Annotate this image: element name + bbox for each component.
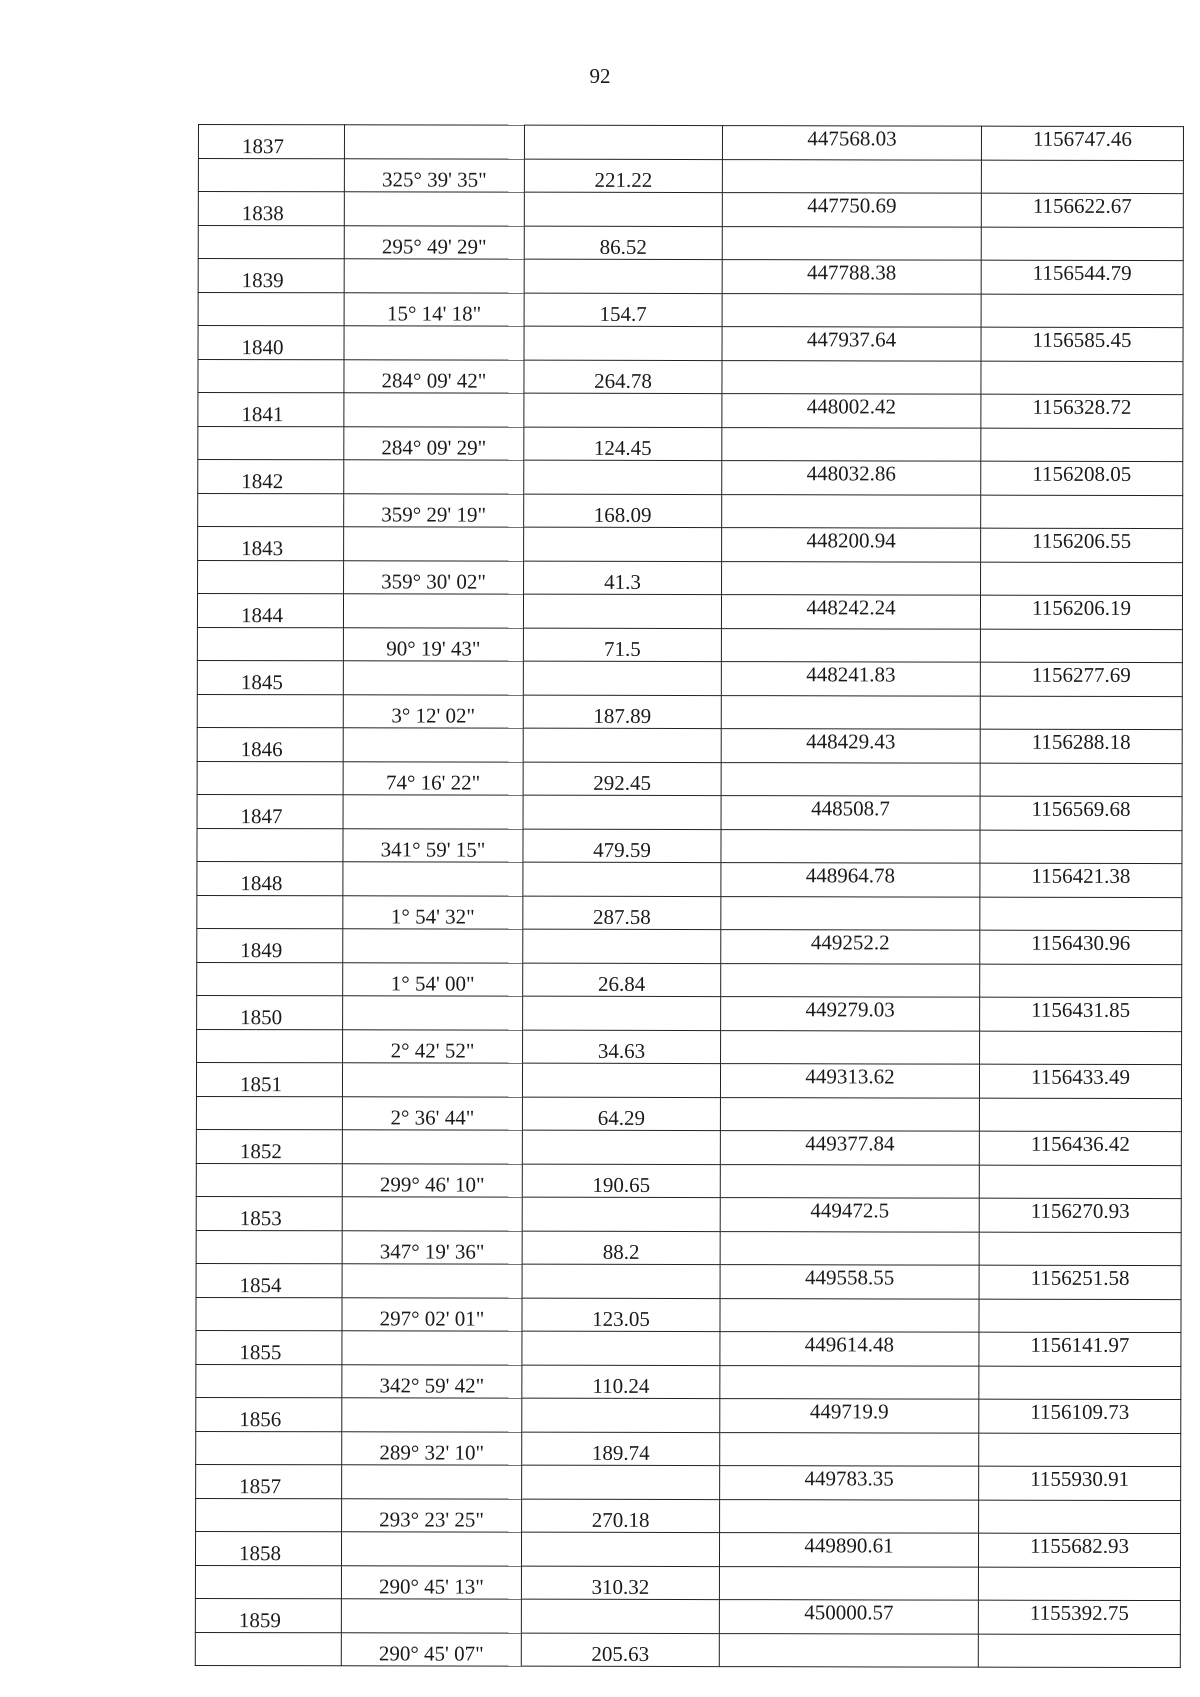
- bearing-cell: [343, 862, 523, 896]
- northing-cell: 449614.48: [720, 1332, 979, 1366]
- distance-cell: 124.45: [524, 427, 722, 461]
- northing-cell: [721, 695, 980, 729]
- easting-cell: [979, 1500, 1181, 1534]
- northing-cell: 449890.61: [719, 1533, 978, 1567]
- distance-cell: [522, 1197, 720, 1231]
- bearing-cell: 284° 09' 29": [344, 426, 524, 460]
- northing-cell: 448429.43: [721, 729, 980, 763]
- distance-cell: 190.65: [522, 1164, 720, 1198]
- easting-cell: 1156431.85: [980, 997, 1182, 1031]
- easting-cell: 1156251.58: [979, 1265, 1181, 1299]
- bearing-cell: 2° 42' 52": [343, 1029, 523, 1063]
- bearing-cell: 284° 09' 42": [344, 359, 524, 393]
- northing-cell: 448241.83: [721, 662, 980, 696]
- table-row: [195, 1531, 1180, 1567]
- distance-cell: 264.78: [524, 360, 722, 394]
- distance-cell: 41.3: [524, 561, 722, 595]
- station-cell: [197, 1029, 343, 1063]
- station-cell: 1846: [197, 727, 343, 761]
- table-row: [197, 861, 1182, 897]
- station-cell: [197, 761, 343, 795]
- table-row: [196, 1431, 1181, 1467]
- distance-cell: [524, 527, 722, 561]
- northing-cell: [721, 829, 980, 863]
- table-row: [197, 828, 1182, 864]
- distance-cell: 168.09: [524, 494, 722, 528]
- distance-cell: 292.45: [523, 762, 721, 796]
- station-cell: [198, 359, 344, 393]
- northing-cell: [720, 1097, 979, 1131]
- bearing-cell: 289° 32' 10": [342, 1431, 522, 1465]
- station-cell: [196, 1096, 342, 1130]
- bearing-cell: 359° 30' 02": [344, 560, 524, 594]
- distance-cell: [523, 795, 721, 829]
- northing-cell: [722, 360, 981, 394]
- station-cell: 1839: [198, 259, 344, 293]
- easting-cell: [979, 1232, 1181, 1266]
- northing-cell: 448002.42: [722, 394, 981, 428]
- table-row: [196, 1230, 1181, 1266]
- easting-cell: 1156747.46: [981, 126, 1183, 160]
- bearing-cell: [341, 1532, 521, 1566]
- station-cell: [195, 1632, 341, 1666]
- easting-cell: [979, 1165, 1181, 1199]
- distance-cell: 64.29: [522, 1097, 720, 1131]
- station-cell: 1838: [198, 192, 344, 226]
- northing-cell: [721, 963, 980, 997]
- table-row: [198, 426, 1183, 462]
- table-row: [196, 1062, 1181, 1098]
- distance-cell: 310.32: [521, 1566, 719, 1600]
- table-row: [197, 694, 1182, 730]
- table-row: [197, 761, 1182, 797]
- bearing-cell: [343, 929, 523, 963]
- station-cell: 1842: [198, 460, 344, 494]
- easting-cell: [981, 495, 1183, 529]
- station-cell: [196, 1498, 342, 1532]
- table-row: [198, 158, 1183, 194]
- bearing-cell: 341° 59' 15": [343, 828, 523, 862]
- table-row: [198, 560, 1183, 596]
- northing-cell: 449472.5: [720, 1198, 979, 1232]
- northing-cell: 448200.94: [722, 528, 981, 562]
- bearing-cell: 290° 45' 13": [341, 1565, 521, 1599]
- easting-cell: [978, 1567, 1180, 1601]
- easting-cell: [980, 964, 1182, 998]
- distance-cell: 86.52: [524, 226, 722, 260]
- table-row: [196, 1196, 1181, 1232]
- station-cell: [198, 292, 344, 326]
- station-cell: [198, 158, 344, 192]
- easting-cell: [980, 830, 1182, 864]
- easting-cell: [981, 294, 1183, 328]
- easting-cell: [979, 1366, 1181, 1400]
- distance-cell: [522, 1331, 720, 1365]
- station-cell: [197, 895, 343, 929]
- easting-cell: [981, 227, 1183, 261]
- table-row: [198, 225, 1183, 261]
- northing-cell: [720, 1298, 979, 1332]
- distance-cell: [524, 192, 722, 226]
- table-row: [197, 594, 1182, 630]
- bearing-cell: 347° 19' 36": [342, 1230, 522, 1264]
- easting-cell: 1155930.91: [979, 1466, 1181, 1500]
- table-row: [198, 393, 1183, 429]
- easting-cell: 1155682.93: [978, 1533, 1180, 1567]
- easting-cell: 1155392.75: [978, 1600, 1180, 1634]
- distance-cell: 189.74: [522, 1432, 720, 1466]
- bearing-cell: [342, 1264, 522, 1298]
- bearing-cell: [344, 460, 524, 494]
- table-row: [198, 192, 1183, 228]
- northing-cell: [722, 293, 981, 327]
- distance-cell: [523, 862, 721, 896]
- northing-cell: [719, 1566, 978, 1600]
- northing-cell: [720, 1432, 979, 1466]
- distance-cell: [521, 1532, 719, 1566]
- northing-cell: [720, 1164, 979, 1198]
- station-cell: [197, 627, 343, 661]
- distance-cell: [522, 1130, 720, 1164]
- northing-cell: 448964.78: [721, 863, 980, 897]
- table-row: [198, 493, 1183, 529]
- table-row: [196, 1498, 1181, 1534]
- northing-cell: 449783.35: [720, 1466, 979, 1500]
- northing-cell: [722, 494, 981, 528]
- distance-cell: [522, 1264, 720, 1298]
- distance-cell: [522, 1465, 720, 1499]
- easting-cell: [980, 629, 1182, 663]
- northing-cell: [722, 427, 981, 461]
- table-row: [197, 1029, 1182, 1065]
- station-cell: [196, 1431, 342, 1465]
- northing-cell: 447750.69: [722, 193, 981, 227]
- easting-cell: 1156206.55: [981, 528, 1183, 562]
- bearing-cell: 297° 02' 01": [342, 1297, 522, 1331]
- northing-cell: [719, 1633, 978, 1667]
- easting-cell: 1156288.18: [980, 729, 1182, 763]
- easting-cell: [981, 562, 1183, 596]
- station-cell: [198, 493, 344, 527]
- northing-cell: [721, 762, 980, 796]
- easting-cell: 1156277.69: [980, 662, 1182, 696]
- easting-cell: [981, 361, 1183, 395]
- bearing-cell: [342, 1197, 522, 1231]
- distance-cell: [523, 728, 721, 762]
- table-row: [197, 995, 1182, 1031]
- easting-cell: 1156270.93: [979, 1198, 1181, 1232]
- distance-cell: [521, 1599, 719, 1633]
- northing-cell: [722, 226, 981, 260]
- distance-cell: 287.58: [523, 896, 721, 930]
- easting-cell: 1156141.97: [979, 1332, 1181, 1366]
- easting-cell: 1156569.68: [980, 796, 1182, 830]
- bearing-cell: [342, 1398, 522, 1432]
- distance-cell: [523, 661, 721, 695]
- northing-cell: 449558.55: [720, 1265, 979, 1299]
- northing-cell: 449313.62: [720, 1064, 979, 1098]
- easting-cell: [979, 1098, 1181, 1132]
- table-row: [195, 1598, 1180, 1634]
- distance-cell: [524, 326, 722, 360]
- northing-cell: 447788.38: [722, 260, 981, 294]
- bearing-cell: 15° 14' 18": [344, 292, 524, 326]
- distance-cell: [523, 929, 721, 963]
- station-cell: 1845: [197, 660, 343, 694]
- bearing-cell: [344, 192, 524, 226]
- table-row: [196, 1129, 1181, 1165]
- northing-cell: 448032.86: [722, 461, 981, 495]
- table-row: [198, 527, 1183, 563]
- distance-cell: 26.84: [523, 963, 721, 997]
- easting-cell: 1156436.42: [979, 1131, 1181, 1165]
- bearing-cell: 299° 46' 10": [342, 1163, 522, 1197]
- station-cell: 1848: [197, 861, 343, 895]
- easting-cell: 1156328.72: [981, 394, 1183, 428]
- easting-cell: 1156421.38: [980, 863, 1182, 897]
- page-number: 92: [589, 64, 611, 88]
- bearing-cell: 295° 49' 29": [344, 225, 524, 259]
- easting-cell: [979, 1299, 1181, 1333]
- station-cell: 1857: [196, 1464, 342, 1498]
- station-cell: 1858: [195, 1531, 341, 1565]
- bearing-cell: [342, 1331, 522, 1365]
- table-row: [197, 794, 1182, 830]
- northing-cell: [720, 1499, 979, 1533]
- bearing-cell: [344, 125, 524, 159]
- table-row: [195, 1565, 1180, 1601]
- station-cell: 1840: [198, 326, 344, 360]
- station-cell: 1837: [198, 125, 344, 159]
- bearing-cell: [344, 527, 524, 561]
- distance-cell: 154.7: [524, 293, 722, 327]
- bearing-cell: [343, 661, 523, 695]
- station-cell: [195, 1565, 341, 1599]
- bearing-cell: 290° 45' 07": [341, 1632, 521, 1666]
- bearing-cell: 359° 29' 19": [344, 493, 524, 527]
- easting-cell: 1156585.45: [981, 327, 1183, 361]
- distance-cell: [524, 125, 722, 159]
- easting-cell: 1156208.05: [981, 461, 1183, 495]
- northing-cell: 449719.9: [720, 1399, 979, 1433]
- bearing-cell: 1° 54' 32": [343, 895, 523, 929]
- bearing-cell: 293° 23' 25": [342, 1498, 522, 1532]
- distance-cell: 110.24: [522, 1365, 720, 1399]
- station-cell: 1847: [197, 794, 343, 828]
- distance-cell: [523, 996, 721, 1030]
- northing-cell: 448508.7: [721, 796, 980, 830]
- station-cell: 1859: [195, 1598, 341, 1632]
- table-row: [198, 460, 1183, 496]
- table-row: [197, 627, 1182, 663]
- northing-cell: 448242.24: [721, 595, 980, 629]
- station-cell: [198, 225, 344, 259]
- table-row: [197, 660, 1182, 696]
- northing-cell: 450000.57: [719, 1600, 978, 1634]
- station-cell: [196, 1163, 342, 1197]
- bearing-cell: 325° 39' 35": [344, 158, 524, 192]
- table-row: [196, 1096, 1181, 1132]
- table-row: [197, 895, 1182, 931]
- table-row: [197, 962, 1182, 998]
- table-row: [198, 359, 1183, 395]
- bearing-cell: [342, 1130, 522, 1164]
- station-cell: 1849: [197, 928, 343, 962]
- bearing-cell: [343, 728, 523, 762]
- distance-cell: 71.5: [523, 628, 721, 662]
- distance-cell: 270.18: [522, 1499, 720, 1533]
- station-cell: 1855: [196, 1330, 342, 1364]
- station-cell: 1853: [196, 1196, 342, 1230]
- northing-cell: 449279.03: [721, 997, 980, 1031]
- table-row: [196, 1163, 1181, 1199]
- station-cell: 1841: [198, 393, 344, 427]
- bearing-cell: [344, 393, 524, 427]
- table-row: [198, 292, 1183, 328]
- distance-cell: 205.63: [521, 1633, 719, 1667]
- table-row: [198, 125, 1183, 161]
- bearing-cell: 1° 54' 00": [343, 962, 523, 996]
- distance-cell: [524, 460, 722, 494]
- table-row: [196, 1297, 1181, 1333]
- station-cell: [197, 694, 343, 728]
- northing-cell: 447937.64: [722, 327, 981, 361]
- station-cell: 1843: [198, 527, 344, 561]
- bearing-cell: [344, 259, 524, 293]
- northing-cell: [720, 1365, 979, 1399]
- table-row: [196, 1263, 1181, 1299]
- bearing-cell: [341, 1599, 521, 1633]
- northing-cell: [720, 1231, 979, 1265]
- easting-cell: 1156430.96: [980, 930, 1182, 964]
- bearing-cell: 74° 16' 22": [343, 761, 523, 795]
- table-row: [196, 1464, 1181, 1500]
- easting-cell: 1156433.49: [979, 1064, 1181, 1098]
- easting-cell: [980, 897, 1182, 931]
- easting-cell: [979, 1433, 1181, 1467]
- bearing-cell: 90° 19' 43": [343, 627, 523, 661]
- bearing-cell: [344, 326, 524, 360]
- station-cell: [196, 1230, 342, 1264]
- table-row: [196, 1397, 1181, 1433]
- bearing-cell: 342° 59' 42": [342, 1364, 522, 1398]
- station-cell: 1851: [196, 1062, 342, 1096]
- easting-cell: [981, 428, 1183, 462]
- easting-cell: 1156544.79: [981, 260, 1183, 294]
- distance-cell: [522, 1063, 720, 1097]
- distance-cell: [522, 1398, 720, 1432]
- northing-cell: 447568.03: [722, 126, 981, 160]
- station-cell: 1854: [196, 1263, 342, 1297]
- bearing-cell: [342, 1465, 522, 1499]
- northing-cell: 449377.84: [720, 1131, 979, 1165]
- station-cell: [197, 828, 343, 862]
- table-row: [198, 326, 1183, 362]
- distance-cell: 34.63: [523, 1030, 721, 1064]
- bearing-cell: 2° 36' 44": [342, 1096, 522, 1130]
- table-row: [195, 1632, 1180, 1668]
- station-cell: [196, 1297, 342, 1331]
- distance-cell: 123.05: [522, 1298, 720, 1332]
- easting-cell: [981, 160, 1183, 194]
- northing-cell: [721, 1030, 980, 1064]
- bearing-cell: 3° 12' 02": [343, 694, 523, 728]
- bearing-cell: [343, 594, 523, 628]
- station-cell: [196, 1364, 342, 1398]
- distance-cell: 187.89: [523, 695, 721, 729]
- easting-cell: [980, 696, 1182, 730]
- table-row: [197, 928, 1182, 964]
- northing-cell: [721, 628, 980, 662]
- survey-coordinates-table: [195, 124, 1184, 1668]
- easting-cell: [980, 1031, 1182, 1065]
- distance-cell: [524, 393, 722, 427]
- bearing-cell: [343, 996, 523, 1030]
- distance-cell: [523, 594, 721, 628]
- table-row: [196, 1364, 1181, 1400]
- easting-cell: 1156622.67: [981, 193, 1183, 227]
- table-row: [198, 259, 1183, 295]
- easting-cell: 1156109.73: [979, 1399, 1181, 1433]
- easting-cell: [978, 1634, 1180, 1668]
- distance-cell: 88.2: [522, 1231, 720, 1265]
- station-cell: 1852: [196, 1129, 342, 1163]
- northing-cell: [721, 896, 980, 930]
- station-cell: [198, 560, 344, 594]
- easting-cell: [980, 763, 1182, 797]
- northing-cell: [722, 159, 981, 193]
- bearing-cell: [342, 1063, 522, 1097]
- table-row: [197, 727, 1182, 763]
- distance-cell: [524, 259, 722, 293]
- station-cell: 1850: [197, 995, 343, 1029]
- station-cell: 1856: [196, 1397, 342, 1431]
- distance-cell: 479.59: [523, 829, 721, 863]
- northing-cell: [722, 561, 981, 595]
- table-row: [196, 1330, 1181, 1366]
- northing-cell: 449252.2: [721, 930, 980, 964]
- distance-cell: 221.22: [524, 159, 722, 193]
- easting-cell: 1156206.19: [980, 595, 1182, 629]
- station-cell: [198, 426, 344, 460]
- bearing-cell: [343, 795, 523, 829]
- table-body: [195, 125, 1183, 1668]
- station-cell: [197, 962, 343, 996]
- station-cell: 1844: [197, 594, 343, 628]
